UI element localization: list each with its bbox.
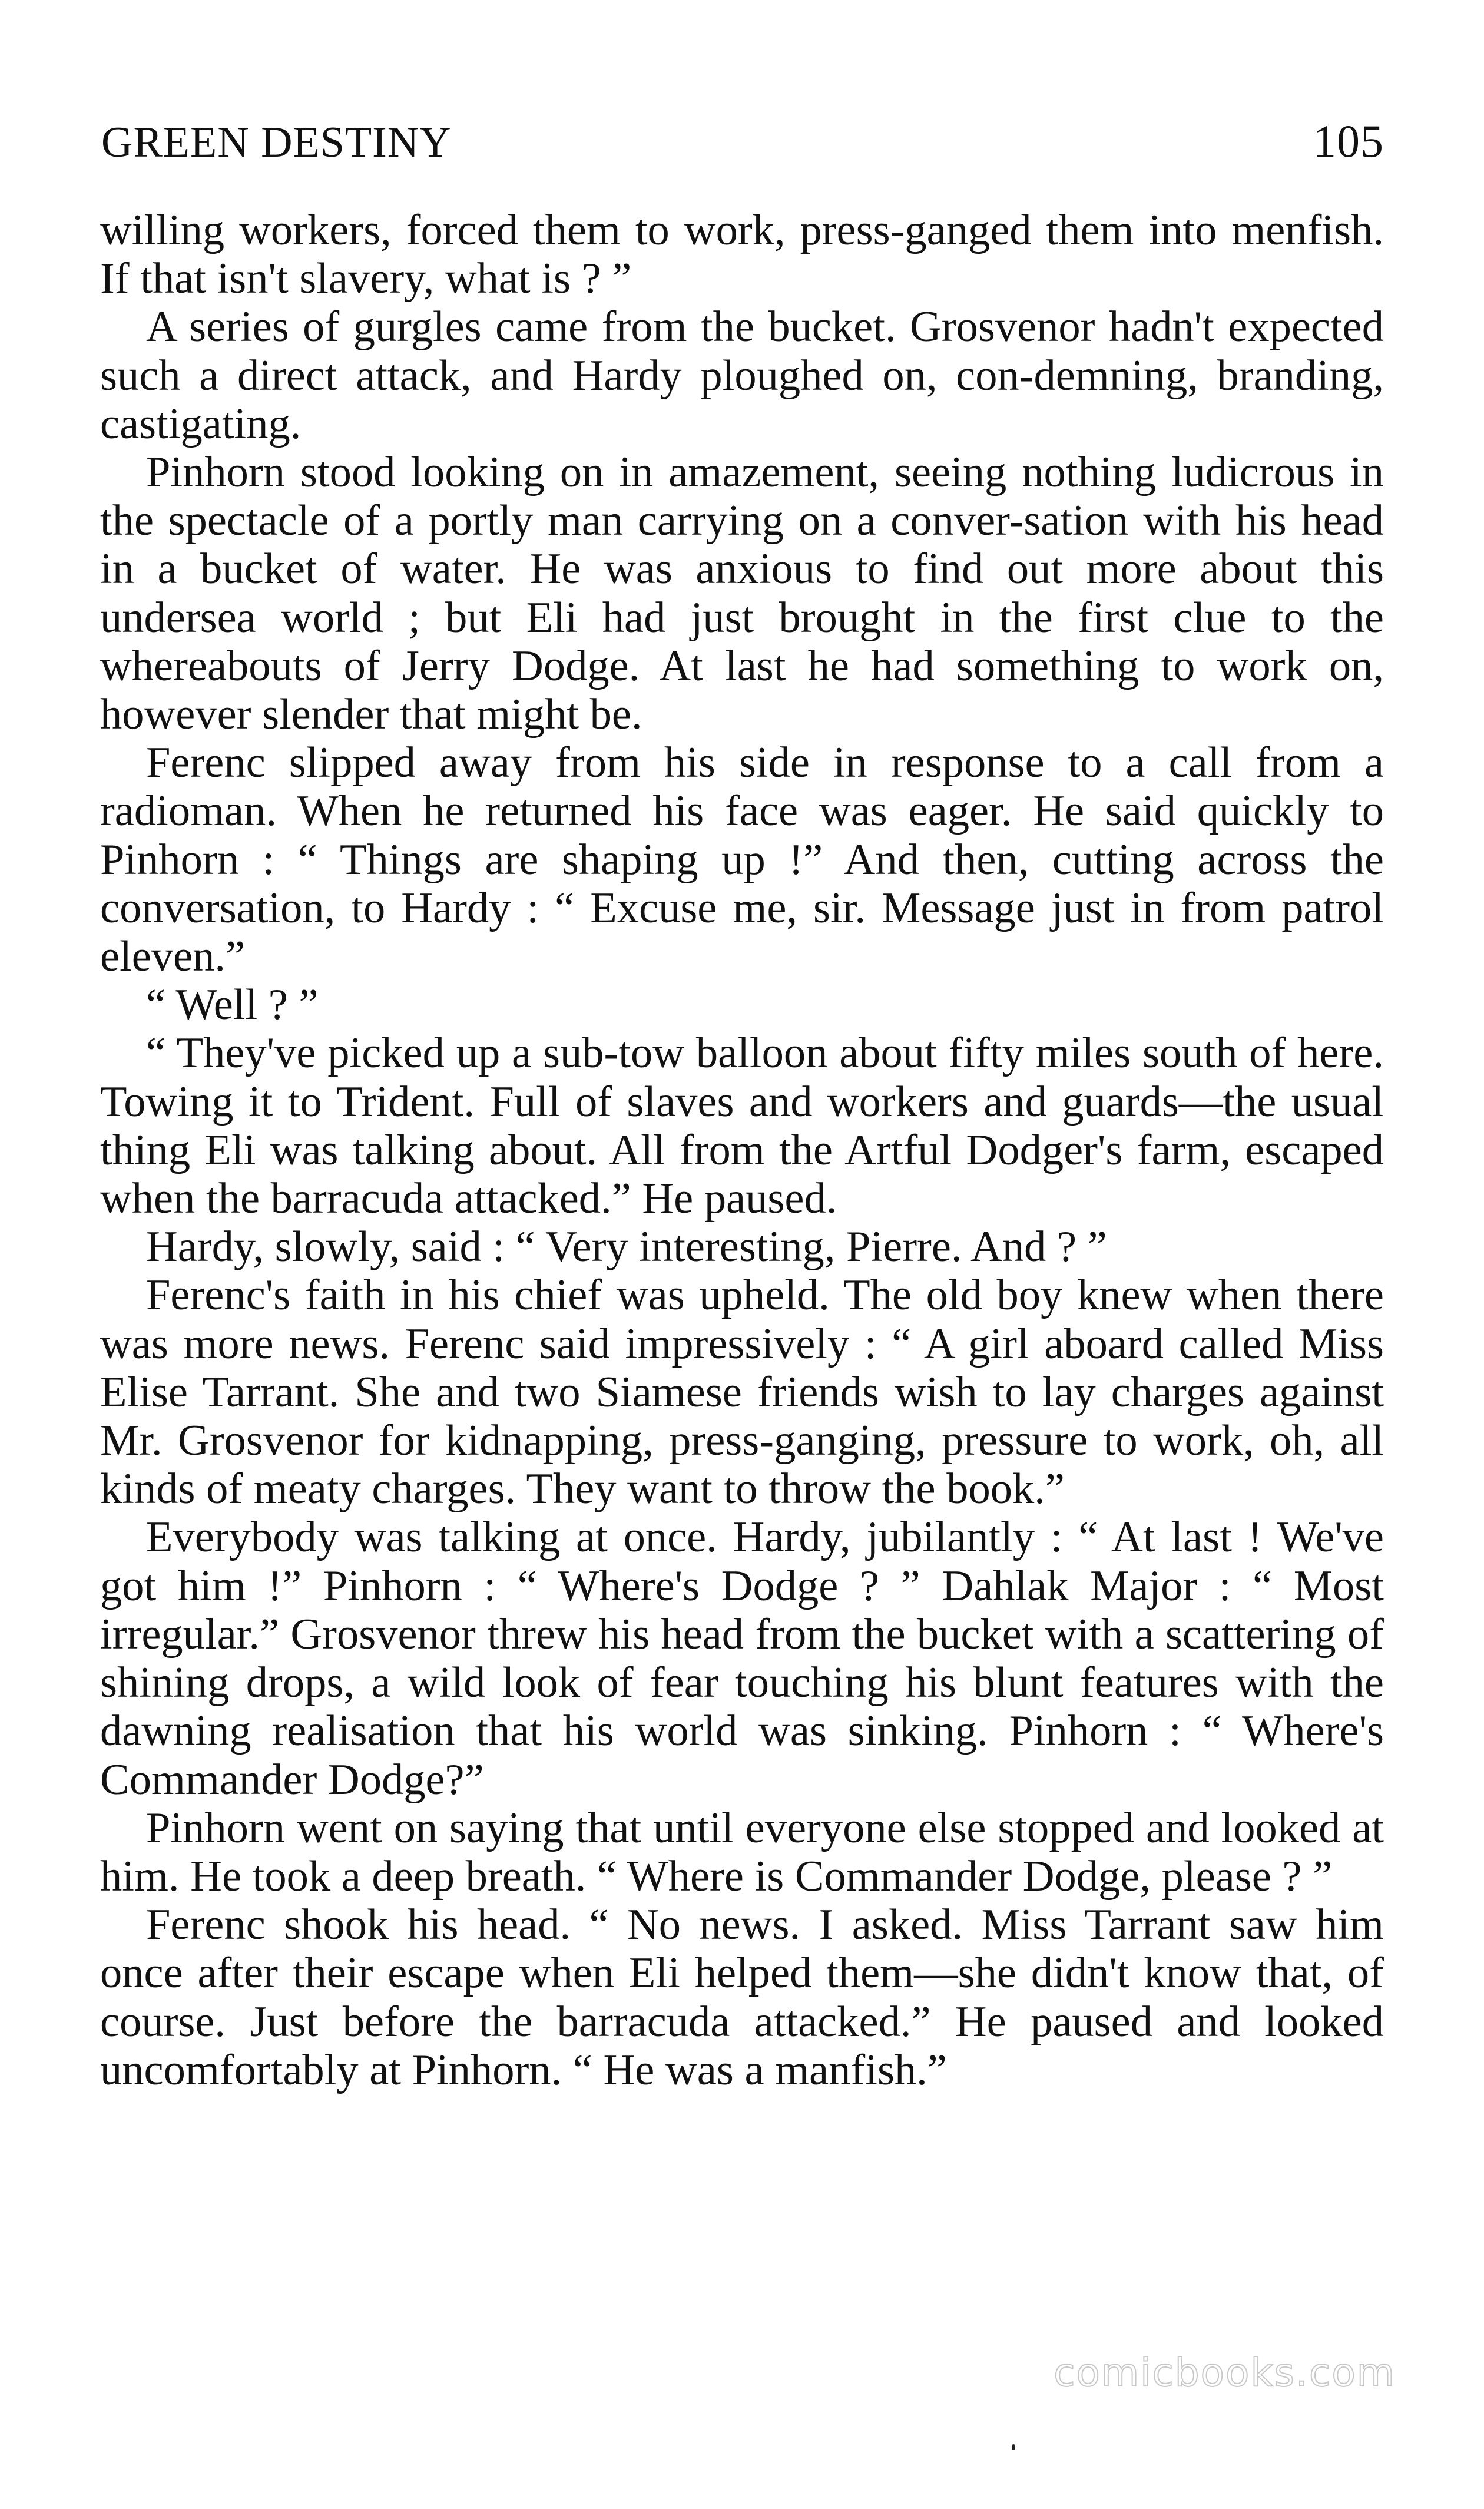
paragraph: willing workers, forced them to work, press-ganged them into menfish. If that isn't slavery, what is ? ” xyxy=(100,206,1384,303)
paragraph: Ferenc shook his head. “ No news. I asked. Miss Tarrant saw him once after their escape when Eli helped them—she didn't know that, of course. Just before the barracuda attacked.” He paused and looked uncomfortably at Pinhorn. “ He was a manfish.” xyxy=(100,1901,1384,2094)
paragraph: Pinhorn went on saying that until everyone else stopped and looked at him. He took a deep breath. “ Where is Commander Dodge, please ? ” xyxy=(100,1803,1384,1901)
paragraph: Everybody was talking at once. Hardy, jubilantly : “ At last ! We've got him !” Pinhorn : “ Where's Dodge ? ” Dahlak Major : “ Most irregular.” Grosvenor threw his head from the bucket with a scattering of shining drops, a wild look of fear touching his blunt features with the dawning realisation that his world was sinking. Pinhorn : “ Where's Commander Dodge?” xyxy=(100,1513,1384,1804)
paragraph: Pinhorn stood looking on in amazement, seeing nothing ludicrous in the spectacle of a portly man carrying on a conver-sation with his head in a bucket of water. He was anxious to find out more about this undersea world ; but Eli had just brought in the first clue to the whereabouts of Jerry Dodge. At last he had something to work on, however slender that might be. xyxy=(100,448,1384,739)
paragraph: A series of gurgles came from the bucket. Grosvenor hadn't expected such a direct attack, and Hardy ploughed on, con-demning, branding, castigating. xyxy=(100,303,1384,448)
running-title: GREEN DESTINY xyxy=(101,118,452,167)
paragraph: Ferenc's faith in his chief was upheld. The old boy knew when there was more news. Ferenc said impressively : “ A girl aboard called Miss Elise Tarrant. She and two Siamese friends wish to lay charges against Mr. Grosvenor for kidnapping, press-ganging, pressure to work, oh, all kinds of meaty charges. They want to throw the book.” xyxy=(100,1271,1384,1514)
paragraph: Ferenc slipped away from his side in response to a call from a radioman. When he returned his face was eager. He said quickly to Pinhorn : “ Things are shaping up !” And then, cutting across the conversation, to Hardy : “ Excuse me, sir. Message just in from patrol eleven.” xyxy=(100,739,1384,981)
body-text xyxy=(100,206,1384,2094)
paragraph: “ They've picked up a sub-tow balloon about fifty miles south of here. Towing it to Trident. Full of slaves and workers and guards—the usual thing Eli was talking about. All from the Artful Dodger's farm, escaped when the barracuda attacked.” He paused. xyxy=(100,1029,1384,1223)
paragraph: “ Well ? ” xyxy=(146,981,319,1030)
page-number: 105 xyxy=(1313,115,1384,167)
ink-speck xyxy=(1012,2444,1015,2450)
watermark: comicbooks.com xyxy=(1054,2350,1396,2395)
running-head xyxy=(101,115,1384,180)
paragraph: Hardy, slowly, said : “ Very interesting, Pierre. And ? ” xyxy=(146,1223,1107,1272)
